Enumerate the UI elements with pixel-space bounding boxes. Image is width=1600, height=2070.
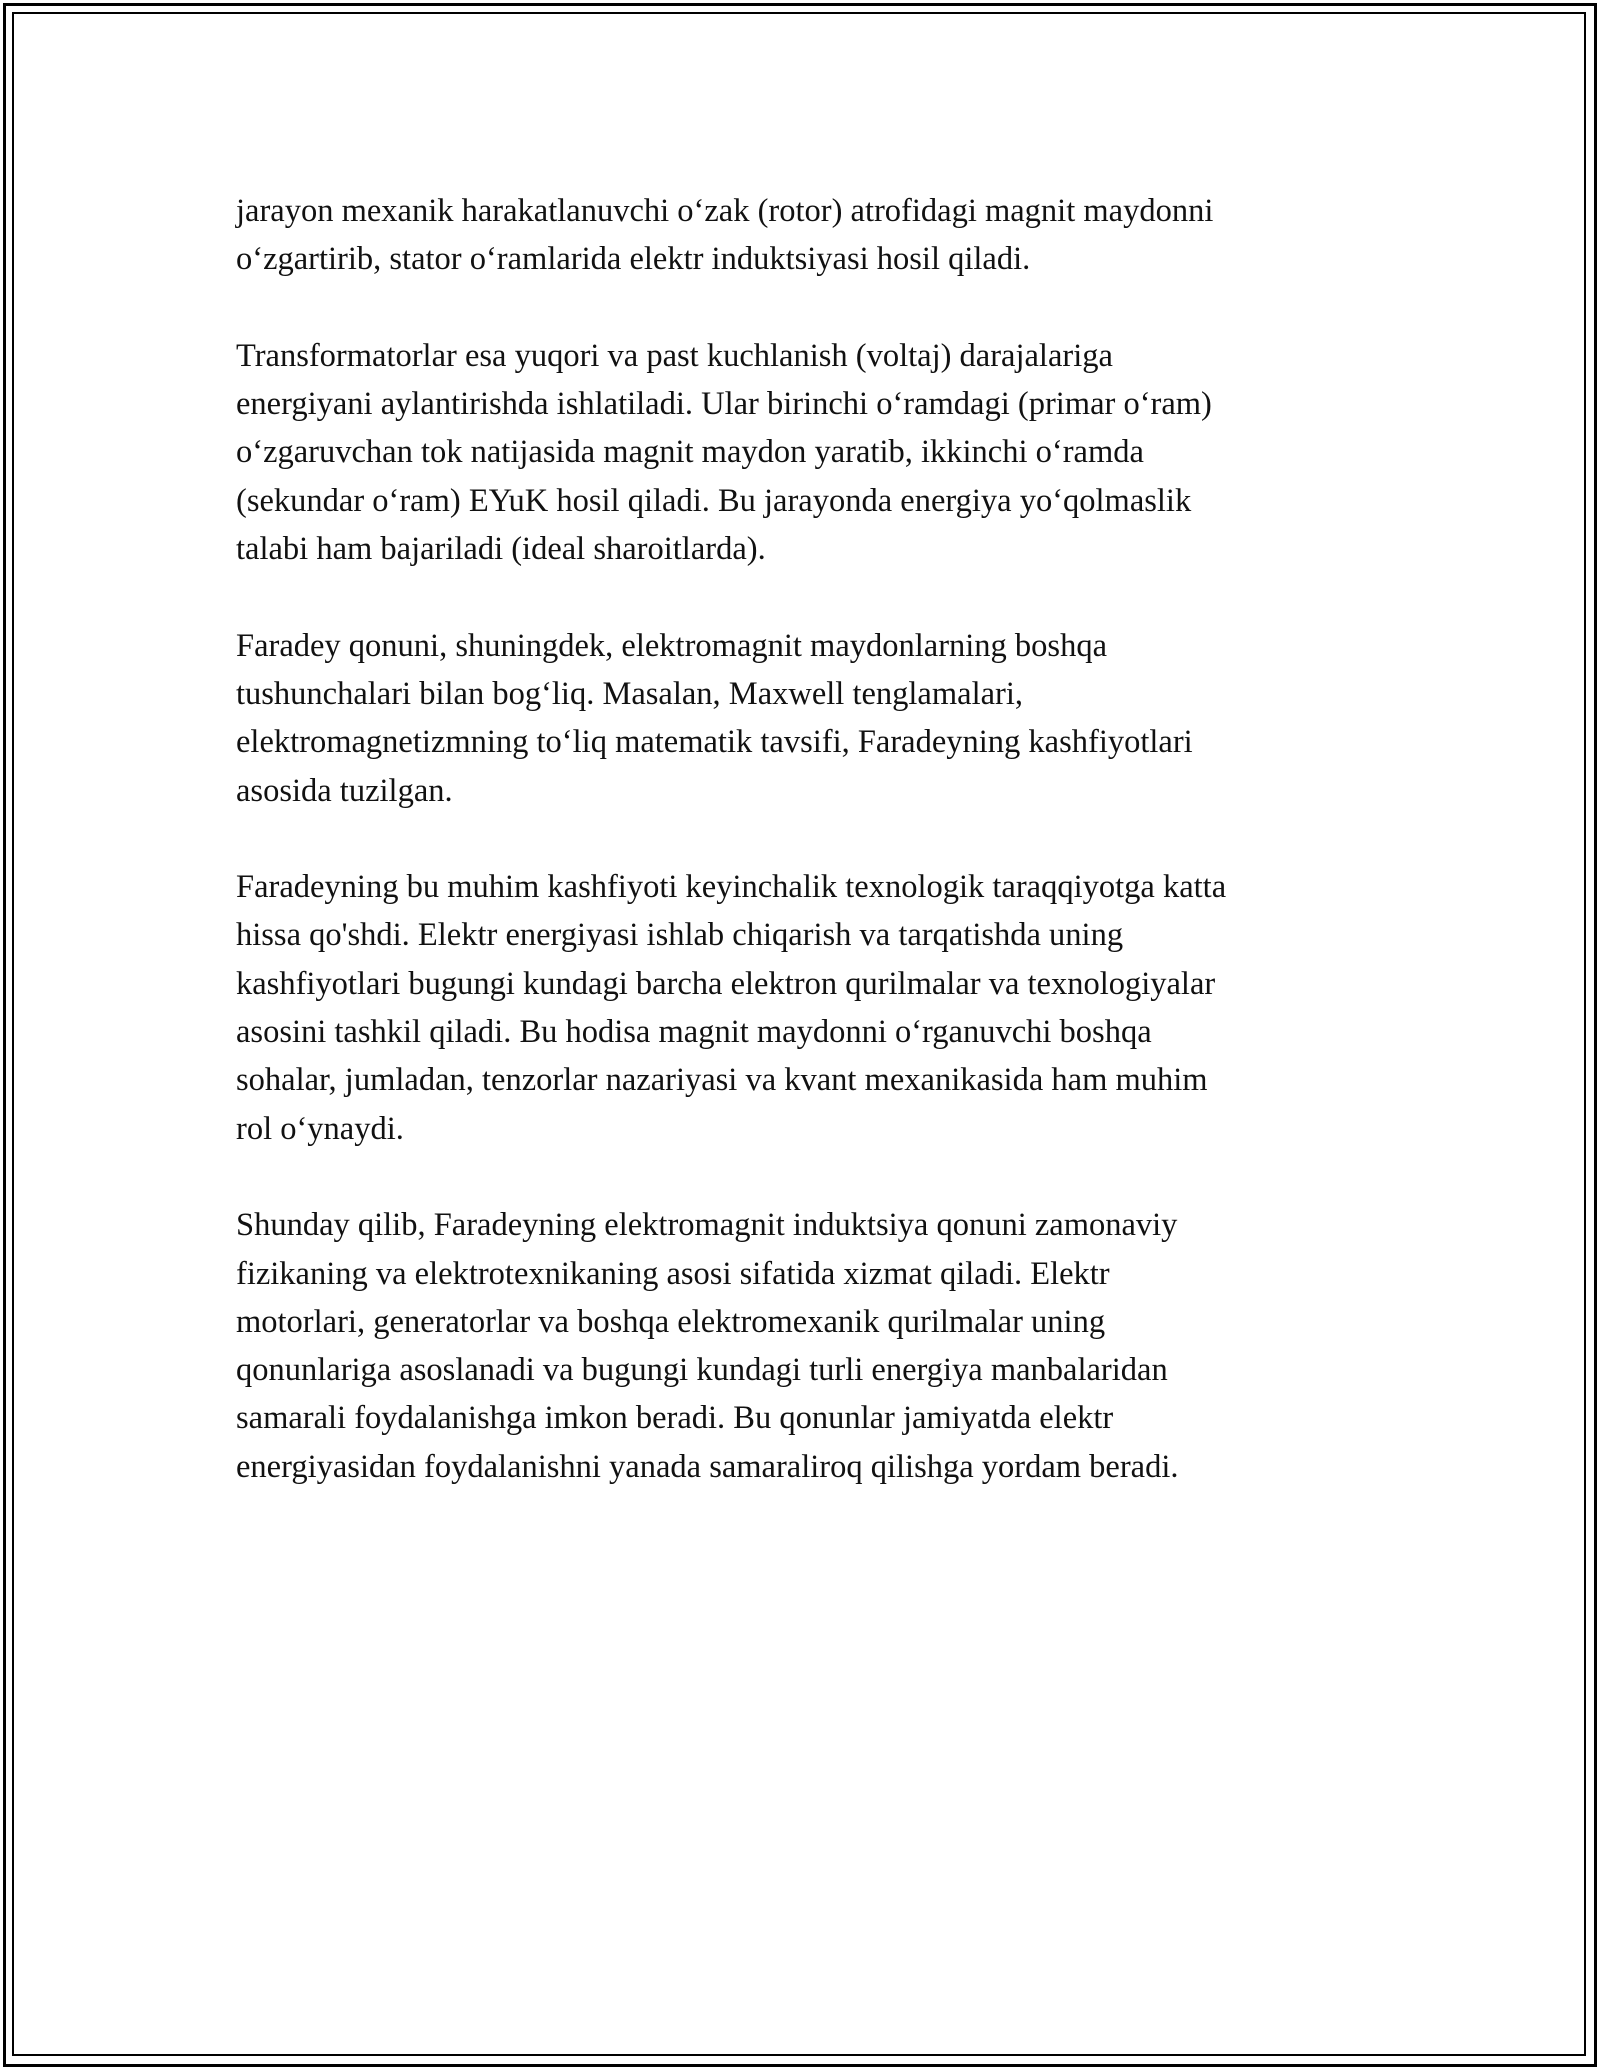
paragraph-rotor-induction: jarayon mexanik harakatlanuvchi o‘zak (rotor) atrofidagi magnit maydonni o‘zgartirib, stator o‘ramlarida elektr induktsiyasi hosil qiladi. [236, 193, 1214, 278]
paragraph-faraday-maxwell: Faradey qonuni, shuningdek, elektromagnit maydonlarning boshqa tushunchalari bilan bog‘liq. Masalan, Maxwell tenglamalari, elektromagnetizmning to‘liq matematik tavsifi, Faradeyning kashfiyotlari asosida tuzilgan. [236, 627, 1193, 809]
document-body [236, 187, 1376, 1491]
paragraph-technological-impact: Faradeyning bu muhim kashfiyoti keyinchalik texnologik taraqqiyotga katta hissa qo'shdi. Elektr energiyasi ishlab chiqarish va tarqatishda uning kashfiyotlari bugungi kundagi barcha elektron qurilmalar va texnologiyalar asosini tashkil qiladi. Bu hodisa magnit maydonni o‘rganuvchi boshqa sohalar, jumladan, tenzorlar nazariyasi va kvant mexanikasida ham muhim rol o‘ynaydi. [236, 869, 1227, 1147]
paragraph-transformers: Transformatorlar esa yuqori va past kuchlanish (voltaj) darajalariga energiyani aylantirishda ishlatiladi. Ular birinchi o‘ramdagi (primar o‘ram) o‘zgaruvchan tok natijasida magnit maydon yaratib, ikkinchi o‘ramda (sekundar o‘ram) EYuK hosil qiladi. Bu jarayonda energiya yo‘qolmaslik talabi ham bajariladi (ideal sharoitlarda). [236, 337, 1212, 568]
paragraph-conclusion: Shunday qilib, Faradeyning elektromagnit induktsiya qonuni zamonaviy fizikaning va elektrotexnikaning asosi sifatida xizmat qiladi. Elektr motorlari, generatorlar va boshqa elektromexanik qurilmalar uning qonunlariga asoslanadi va bugungi kundagi turli energiya manbalaridan samarali foydalanishga imkon beradi. Bu qonunlar jamiyatda elektr energiyasidan foydalanishni yanada samaraliroq qilishga yordam beradi. [236, 1207, 1179, 1485]
